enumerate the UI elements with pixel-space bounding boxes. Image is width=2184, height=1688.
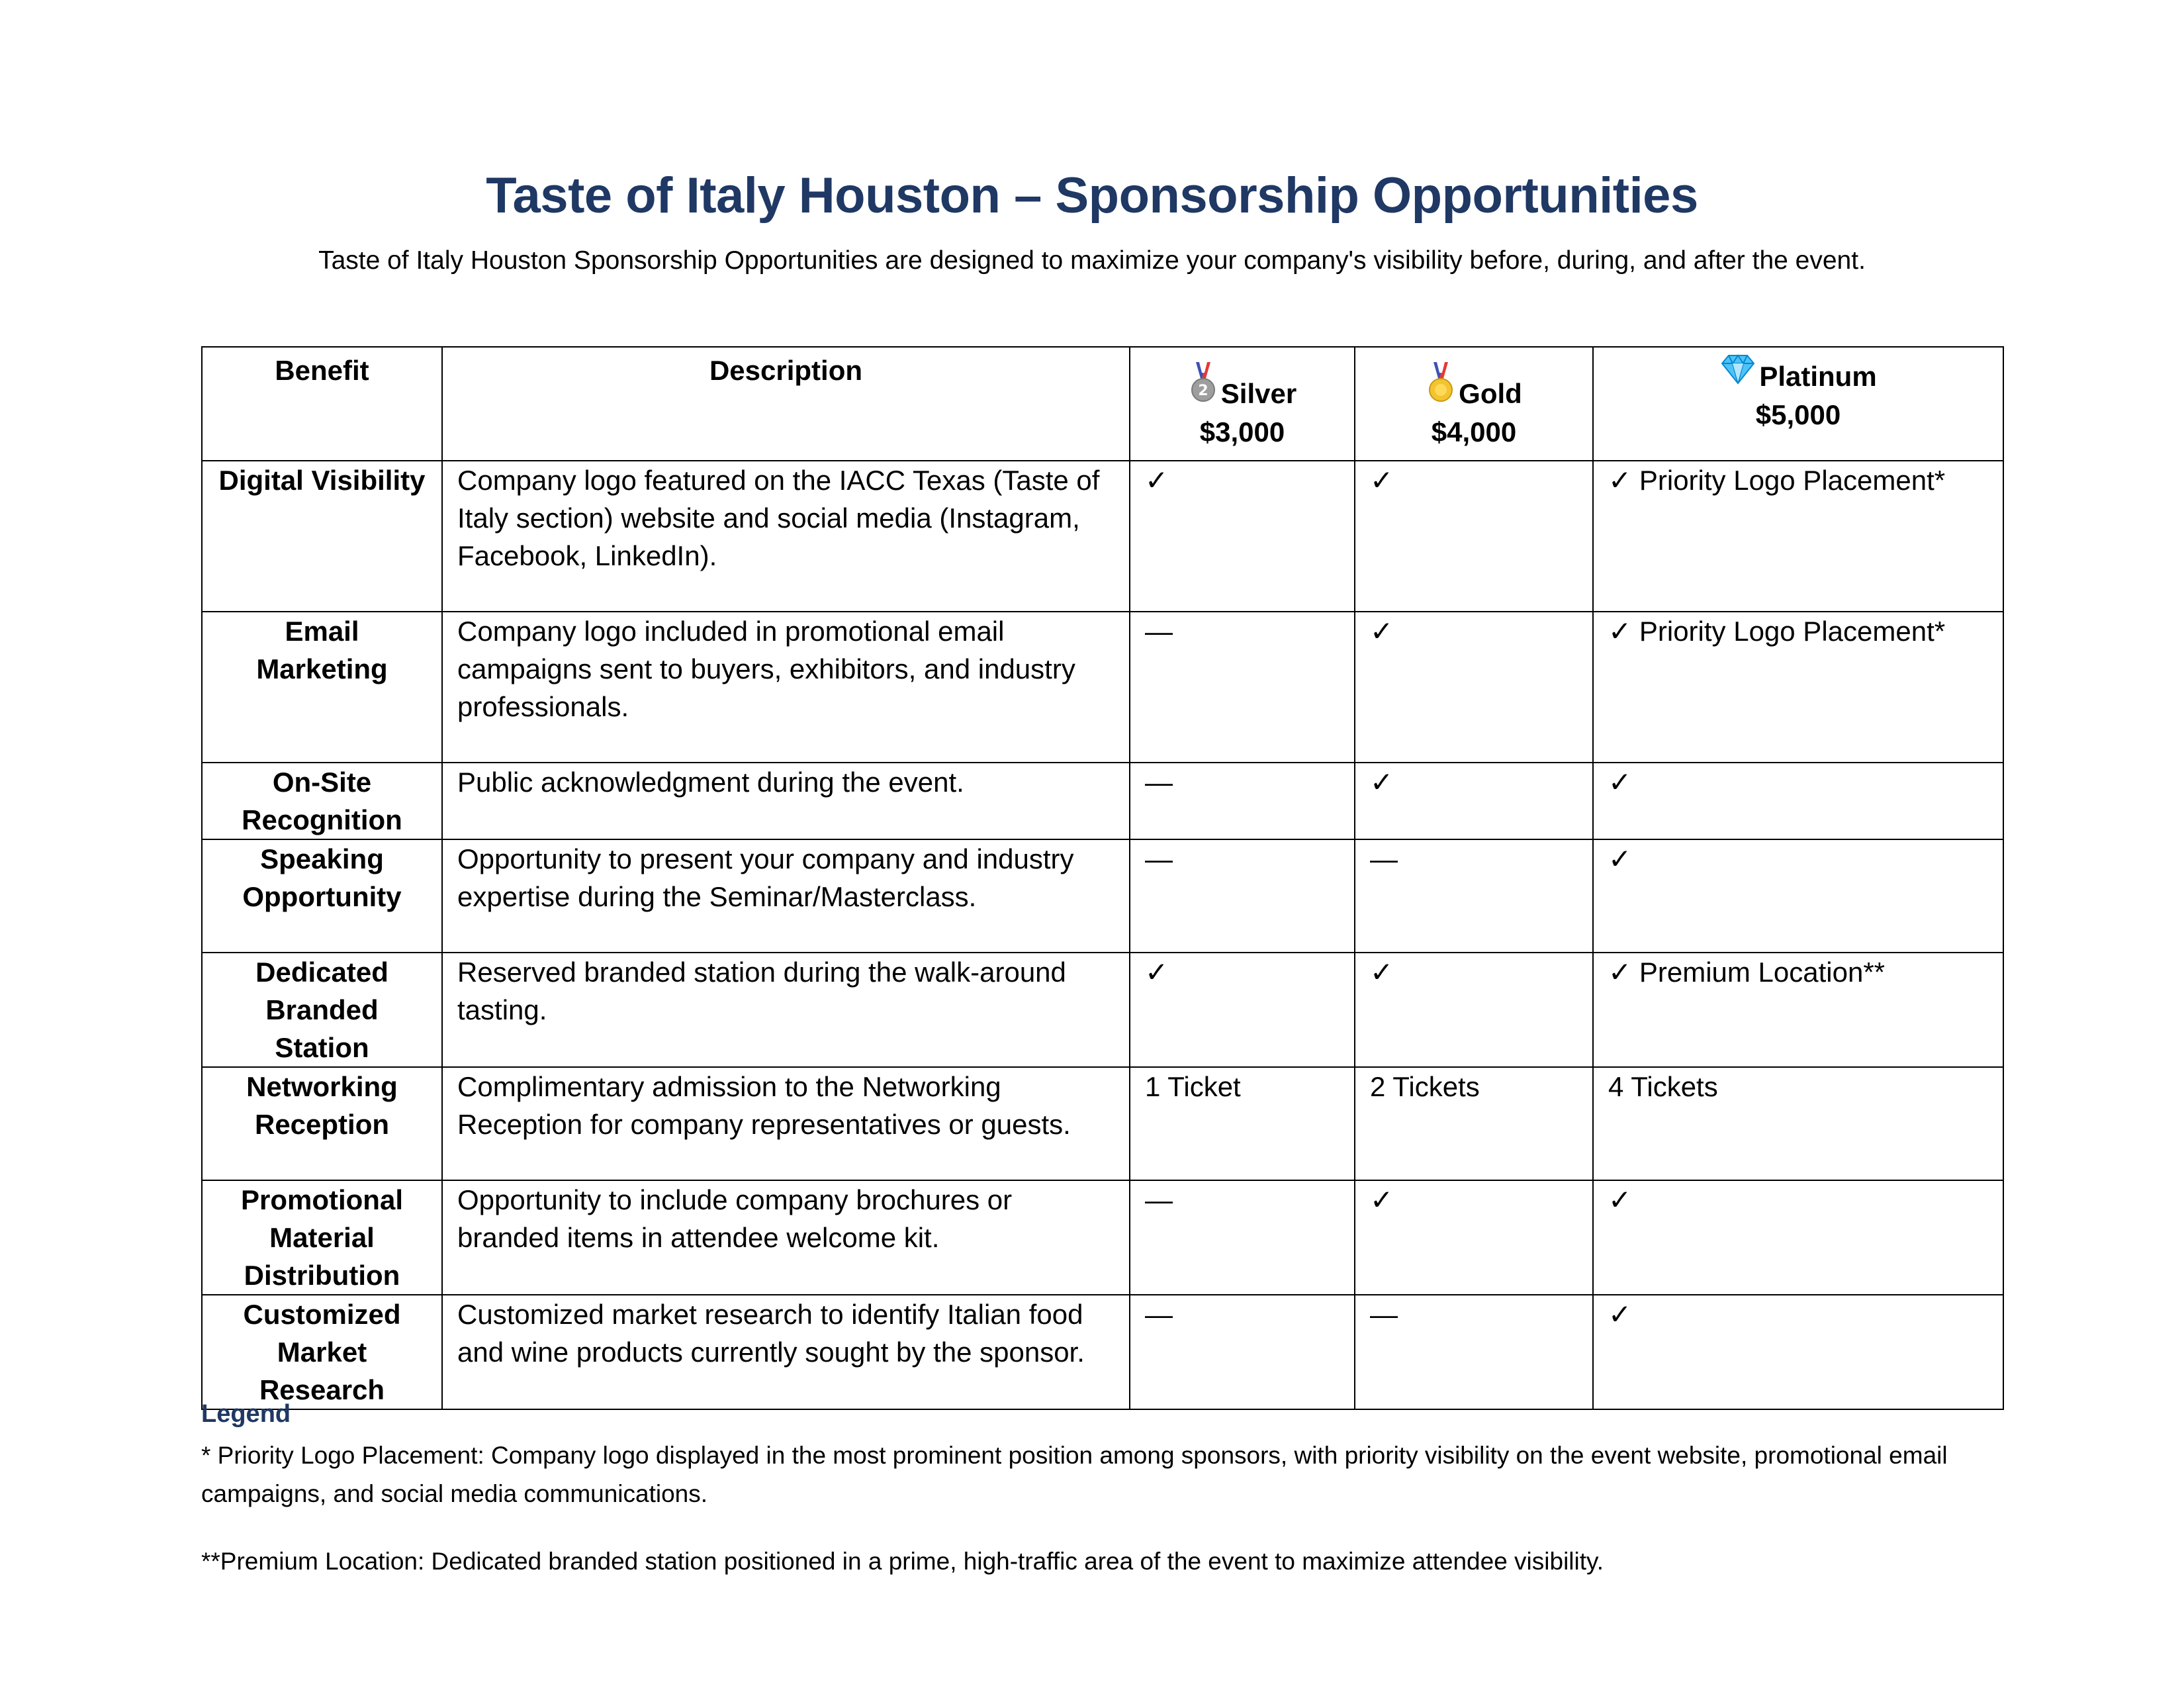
row-silver-value: —	[1130, 1295, 1355, 1409]
row-description: Opportunity to present your company and industry expertise during the Seminar/Masterclass.	[442, 839, 1130, 953]
page-title: Taste of Italy Houston – Sponsorship Opportunities	[486, 167, 1698, 224]
row-platinum-value: ✓ Priority Logo Placement*	[1593, 612, 2003, 763]
row-gold-value: ✓	[1355, 1180, 1593, 1295]
header-description: Description	[442, 347, 1130, 461]
silver-tier-price: $3,000	[1199, 416, 1285, 447]
header-silver	[1130, 347, 1355, 461]
row-platinum-value: ✓	[1593, 1180, 2003, 1295]
row-silver-value: ✓	[1130, 461, 1355, 612]
row-platinum-value: ✓ Priority Logo Placement*	[1593, 461, 2003, 612]
row-benefit: Dedicated Branded Station	[202, 953, 442, 1067]
table-row	[202, 953, 2003, 1067]
header-benefit: Benefit	[202, 347, 442, 461]
row-silver-value: —	[1130, 1180, 1355, 1295]
row-gold-value: —	[1355, 1295, 1593, 1409]
row-benefit: Networking Reception	[202, 1067, 442, 1180]
row-description: Opportunity to include company brochures or branded items in attendee welcome kit.	[442, 1180, 1130, 1295]
header-platinum	[1593, 347, 2003, 461]
row-gold-value: ✓	[1355, 953, 1593, 1067]
row-silver-value: —	[1130, 839, 1355, 953]
row-benefit: Digital Visibility	[202, 461, 442, 612]
row-silver-value: ✓	[1130, 953, 1355, 1067]
row-description: Complimentary admission to the Networking Reception for company representatives or guests.	[442, 1067, 1130, 1180]
row-silver-value: 1 Ticket	[1130, 1067, 1355, 1180]
row-gold-value: —	[1355, 839, 1593, 953]
legend-note-premium-location: **Premium Location: Dedicated branded station positioned in a prime, high-traffic area of the event to maximize attendee visibility.	[201, 1548, 1604, 1575]
row-gold-value: ✓	[1355, 612, 1593, 763]
table-row	[202, 1295, 2003, 1409]
platinum-tier-name: Platinum	[1759, 361, 1877, 392]
page-subtitle: Taste of Italy Houston Sponsorship Opportunities are designed to maximize your company's visibility before, during, and after the event.	[318, 246, 1866, 275]
gold-tier-name: Gold	[1459, 378, 1522, 409]
table-row	[202, 1180, 2003, 1295]
row-platinum-value: ✓ Premium Location**	[1593, 953, 2003, 1067]
silver-medal-icon	[1188, 361, 1218, 413]
row-description: Company logo included in promotional email campaigns sent to buyers, exhibitors, and industry professionals.	[442, 612, 1130, 763]
platinum-tier-price: $5,000	[1755, 399, 1841, 430]
row-platinum-value: ✓	[1593, 839, 2003, 953]
table-row	[202, 763, 2003, 839]
table-row	[202, 1067, 2003, 1180]
gold-tier-price: $4,000	[1431, 416, 1517, 447]
legend-title: Legend	[201, 1400, 291, 1428]
sponsorship-table	[201, 346, 2004, 1410]
row-description: Reserved branded station during the walk-around tasting.	[442, 953, 1130, 1067]
row-benefit: Promotional Material Distribution	[202, 1180, 442, 1295]
diamond-icon	[1719, 353, 1756, 396]
row-description: Customized market research to identify Italian food and wine products currently sought by the sponsor.	[442, 1295, 1130, 1409]
row-silver-value: —	[1130, 763, 1355, 839]
table-row	[202, 461, 2003, 612]
row-gold-value: ✓	[1355, 763, 1593, 839]
table-header-row	[202, 347, 2003, 461]
row-gold-value: ✓	[1355, 461, 1593, 612]
header-gold	[1355, 347, 1593, 461]
row-benefit: Speaking Opportunity	[202, 839, 442, 953]
row-benefit: Customized Market Research	[202, 1295, 442, 1409]
row-platinum-value: ✓	[1593, 763, 2003, 839]
svg-text:2: 2	[1198, 383, 1208, 399]
table-row	[202, 839, 2003, 953]
legend-note-priority-logo: * Priority Logo Placement: Company logo displayed in the most prominent position among sponsors, with priority visibility on the event website, promotional email campaigns, and social media communications.	[201, 1442, 1948, 1507]
row-description: Public acknowledgment during the event.	[442, 763, 1130, 839]
row-benefit: Email Marketing	[202, 612, 442, 763]
row-benefit: On-Site Recognition	[202, 763, 442, 839]
gold-medal-icon	[1426, 361, 1456, 413]
silver-tier-name: Silver	[1220, 378, 1297, 409]
row-description: Company logo featured on the IACC Texas (Taste of Italy section) website and social media (Instagram, Facebook, LinkedIn).	[442, 461, 1130, 612]
table-row	[202, 612, 2003, 763]
row-silver-value: —	[1130, 612, 1355, 763]
row-gold-value: 2 Tickets	[1355, 1067, 1593, 1180]
row-platinum-value: 4 Tickets	[1593, 1067, 2003, 1180]
row-platinum-value: ✓	[1593, 1295, 2003, 1409]
